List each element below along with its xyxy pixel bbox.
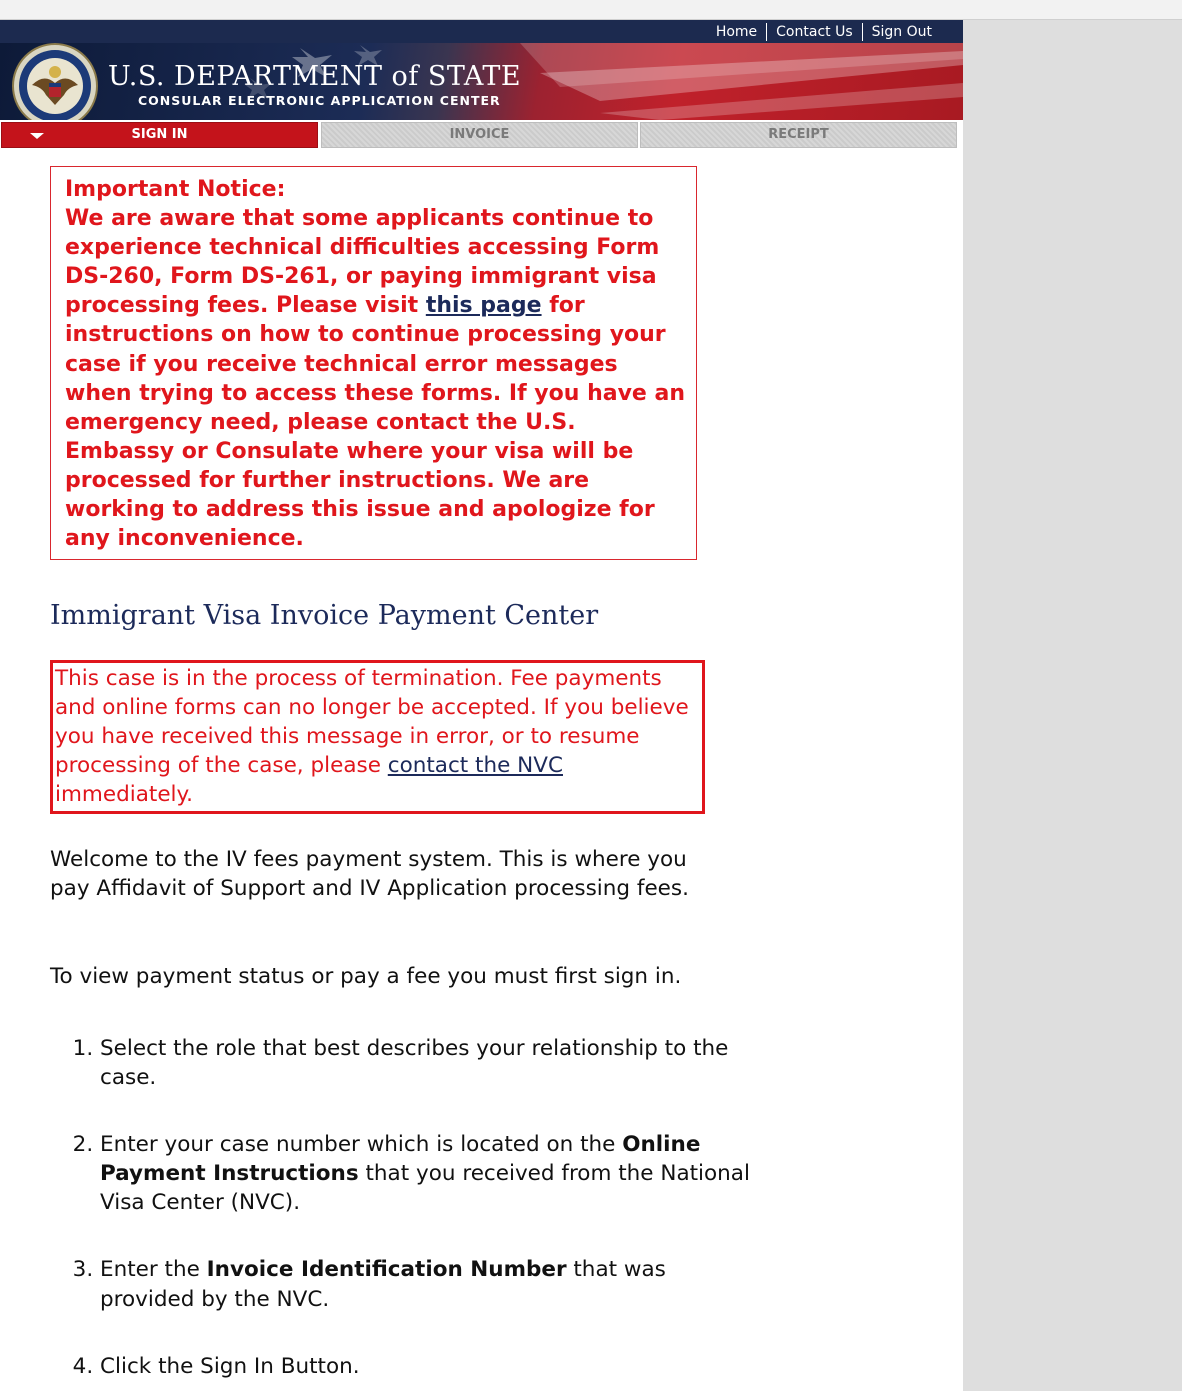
department-title: U.S. DEPARTMENT of STATE bbox=[108, 61, 522, 92]
top-nav bbox=[0, 20, 963, 43]
welcome-text: Welcome to the IV fees payment system. This is where you pay Affidavit of Support and IV Application processing fees. bbox=[50, 847, 689, 902]
notice-text-before: We are aware that some applicants continue to experience technical difficulties accessing Form DS-260, Form DS-261, or paying immigrant visa processing fees. Please visit bbox=[65, 206, 660, 319]
signin-steps-list bbox=[50, 1034, 760, 1391]
step-item bbox=[100, 1352, 760, 1381]
tab-invoice-label: INVOICE bbox=[449, 127, 510, 142]
top-nav-sign-out[interactable]: Sign Out bbox=[862, 23, 941, 41]
signin-intro-text: To view payment status or pay a fee you must first sign in. bbox=[50, 964, 682, 989]
page-title: Immigrant Visa Invoice Payment Center bbox=[50, 600, 599, 631]
step-2-bold: Online Payment Instructions bbox=[100, 1132, 701, 1187]
tab-invoice[interactable] bbox=[321, 122, 638, 148]
tab-sign-in[interactable] bbox=[1, 122, 318, 148]
step-3-bold: Invoice Identification Number bbox=[206, 1257, 567, 1283]
top-nav-list bbox=[707, 20, 941, 43]
notice-this-page-link[interactable]: this page bbox=[425, 293, 542, 319]
header-banner bbox=[0, 43, 963, 120]
step-item bbox=[100, 1034, 760, 1092]
important-notice bbox=[50, 166, 697, 560]
step-item bbox=[100, 1130, 760, 1217]
step-tabs bbox=[0, 120, 963, 149]
termination-text-before: This case is in the process of termination. Fee payments and online forms can no longer be accepted. If you believe you have received this message in error, or to resume processing of the case, please bbox=[55, 666, 689, 779]
step-4-text: Click the Sign In Button. bbox=[100, 1353, 360, 1379]
notice-body bbox=[65, 204, 686, 553]
termination-text-after: immediately. bbox=[55, 782, 194, 808]
step-item bbox=[100, 1255, 760, 1313]
department-of-state-seal-icon bbox=[12, 43, 98, 120]
page bbox=[0, 20, 963, 1391]
caret-down-icon bbox=[30, 133, 44, 139]
right-gutter bbox=[963, 20, 1182, 1391]
step-1-text: Select the role that best describes your relationship to the case. bbox=[100, 1036, 729, 1091]
tab-receipt-label: RECEIPT bbox=[768, 127, 829, 142]
tab-sign-in-label: SIGN IN bbox=[131, 127, 188, 142]
tab-receipt[interactable] bbox=[640, 122, 957, 148]
browser-top-strip bbox=[0, 0, 1182, 20]
step-2-text-before: Enter your case number which is located on the bbox=[100, 1132, 623, 1158]
termination-alert bbox=[50, 660, 705, 814]
department-subtitle: CONSULAR ELECTRONIC APPLICATION CENTER bbox=[138, 93, 501, 108]
contact-nvc-link[interactable]: contact the NVC bbox=[387, 753, 563, 779]
step-3-text-after: that was provided by the NVC. bbox=[100, 1257, 666, 1312]
notice-title: Important Notice: bbox=[65, 177, 286, 202]
top-nav-contact-us[interactable]: Contact Us bbox=[766, 23, 861, 41]
notice-text-after: for instructions on how to continue processing your case if you receive technical error messages when trying to access these forms. If you have an emergency need, please contact the U.S. Embassy or Consulate where your visa will be processed for further instructions. We are working to address this issue and apologize for any inconvenience. bbox=[65, 293, 686, 552]
step-3-text-before: Enter the bbox=[100, 1257, 207, 1283]
top-nav-home[interactable]: Home bbox=[715, 23, 758, 40]
step-2-text-after: that you received from the National Visa Center (NVC). bbox=[100, 1161, 750, 1216]
